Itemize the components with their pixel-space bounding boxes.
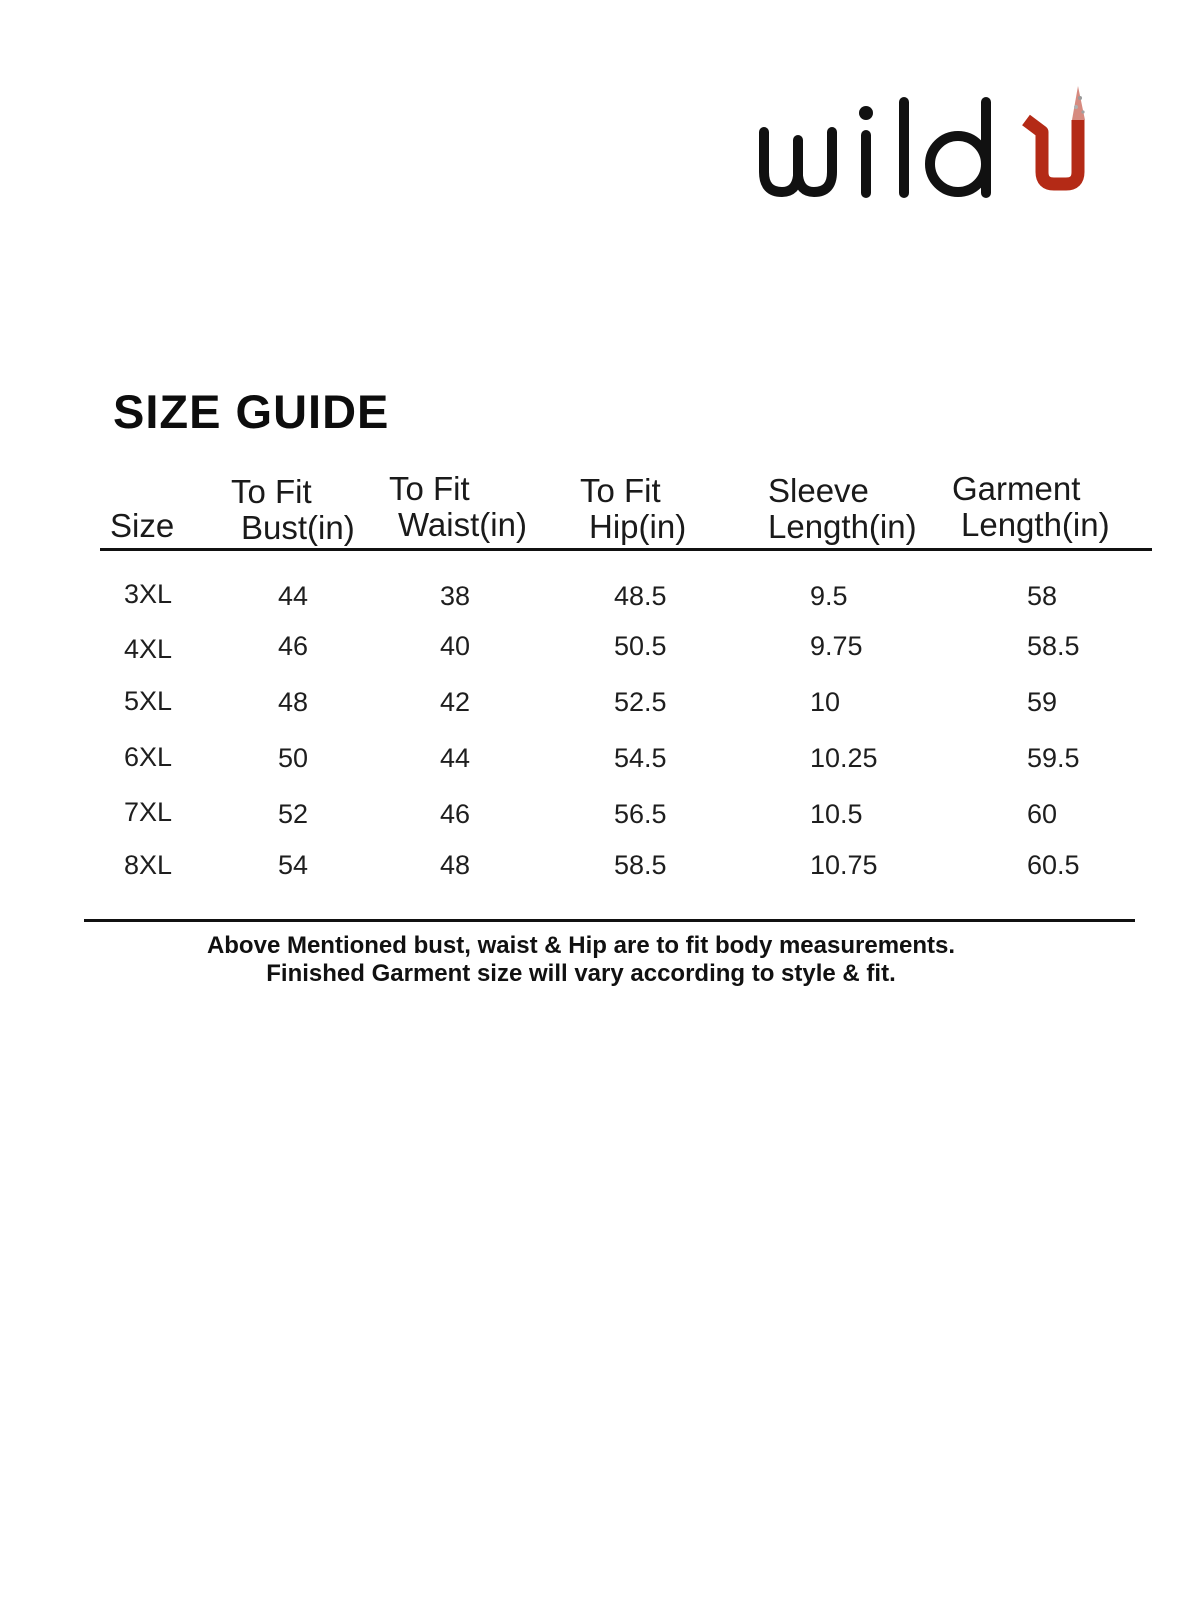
cell-garment: 59 xyxy=(1027,687,1058,717)
cell-bust: 44 xyxy=(278,581,309,611)
cell-bust: 46 xyxy=(278,631,309,661)
cell-sleeve: 10.25 xyxy=(810,743,878,773)
cell-waist: 46 xyxy=(440,799,471,829)
measurement-note: Above Mentioned bust, waist & Hip are to fit body measurements. xyxy=(206,932,956,959)
brand-logo xyxy=(756,80,1101,205)
cell-size: 7XL xyxy=(124,797,173,827)
cell-waist: 44 xyxy=(440,743,471,773)
header-divider xyxy=(100,548,1152,551)
cell-size: 6XL xyxy=(124,742,173,772)
cell-sleeve: 10.75 xyxy=(810,850,878,880)
cell-sleeve: 10 xyxy=(810,687,841,717)
cell-bust: 52 xyxy=(278,799,309,829)
cell-waist: 48 xyxy=(440,850,471,880)
cell-sleeve: 9.5 xyxy=(810,581,848,611)
cell-size: 3XL xyxy=(124,579,173,609)
cell-sleeve: 9.75 xyxy=(810,631,863,661)
cell-garment: 60 xyxy=(1027,799,1058,829)
cell-bust: 50 xyxy=(278,743,309,773)
header-hip: To Fit Hip(in) xyxy=(580,472,687,545)
cell-bust: 48 xyxy=(278,687,309,717)
cell-hip: 56.5 xyxy=(614,799,667,829)
wild-u-logo-icon xyxy=(756,80,1101,205)
cell-hip: 58.5 xyxy=(614,850,667,880)
cell-sleeve: 10.5 xyxy=(810,799,863,829)
cell-waist: 40 xyxy=(440,631,471,661)
cell-garment: 58.5 xyxy=(1027,631,1080,661)
page-title: SIZE GUIDE xyxy=(113,385,390,438)
header-waist: To Fit Waist(in) xyxy=(389,470,527,543)
cell-waist: 38 xyxy=(440,581,471,611)
footer-divider xyxy=(84,919,1135,922)
fit-note: Finished Garment size will vary according to style & fit. xyxy=(266,960,896,987)
header-size: Size xyxy=(110,507,175,544)
cell-garment: 59.5 xyxy=(1027,743,1080,773)
header-sleeve-length: Sleeve Length(in) xyxy=(768,472,917,545)
cell-hip: 50.5 xyxy=(614,631,667,661)
cell-waist: 42 xyxy=(440,687,471,717)
cell-garment: 60.5 xyxy=(1027,850,1080,880)
cell-hip: 54.5 xyxy=(614,743,667,773)
header-garment-length: Garment Length(in) xyxy=(952,470,1110,543)
cell-bust: 54 xyxy=(278,850,309,880)
cell-size: 5XL xyxy=(124,686,173,716)
cell-garment: 58 xyxy=(1027,581,1058,611)
cell-size: 4XL xyxy=(124,634,173,664)
cell-hip: 48.5 xyxy=(614,581,667,611)
cell-size: 8XL xyxy=(124,850,173,880)
cell-hip: 52.5 xyxy=(614,687,667,717)
header-bust: To Fit Bust(in) xyxy=(231,473,355,546)
